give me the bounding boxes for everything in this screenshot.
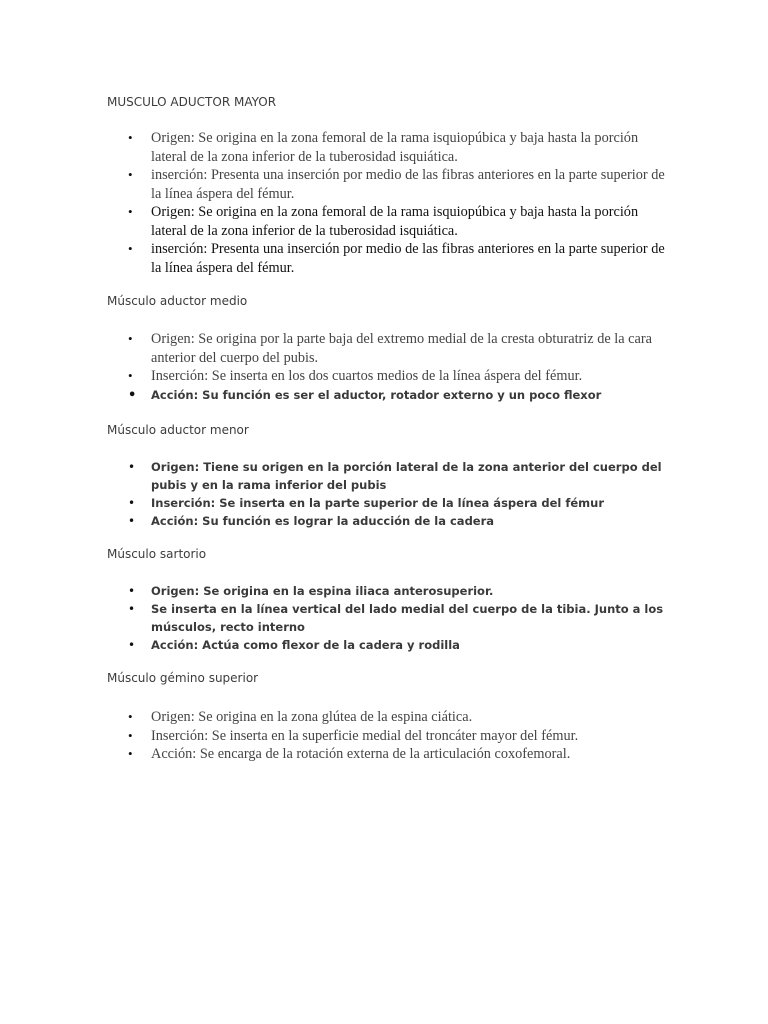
list-item: • Se inserta en la línea vertical del lado medial del cuerpo de la tibia. Junto a los músculos, recto interno xyxy=(128,602,664,634)
bullet-icon: • xyxy=(128,584,136,598)
bullet-icon: • xyxy=(128,460,136,474)
section-heading-sartorio: Músculo sartorio xyxy=(107,547,207,561)
bullet-icon: • xyxy=(128,368,133,383)
bullet-icon: • xyxy=(128,514,136,528)
list-item: • Origen: Se origina por la parte baja del extremo medial de la cresta obturatriz de la cara anterior del cuerpo del pubis. xyxy=(128,331,652,366)
list-item: • Origen: Se origina en la zona glútea de la espina ciática. xyxy=(128,709,473,725)
bullet-icon: • xyxy=(128,167,133,182)
bullet-icon: • xyxy=(128,496,136,510)
list-item: • Inserción: Se inserta en la superficie medial del troncáter mayor del fémur. xyxy=(128,727,579,744)
bullet-icon: • xyxy=(128,387,137,403)
list-item: • Inserción: Se inserta en la parte superior de la línea áspera del fémur xyxy=(128,496,605,510)
section-heading-gemino-superior: Músculo gémino superior xyxy=(107,671,259,685)
bullet-icon: • xyxy=(128,727,133,743)
bullet-icon: • xyxy=(128,331,133,346)
bullet-icon: • xyxy=(128,638,136,652)
bullet-icon: • xyxy=(128,241,133,256)
section-heading-aductor-mayor: MUSCULO ADUCTOR MAYOR xyxy=(107,95,277,109)
list-item: • Origen: Se origina en la zona femoral de la rama isquiopúbica y baja hasta la porción lateral de la zona inferior de la tuberosidad isquiática. xyxy=(128,204,639,239)
list-item: • Origen: Tiene su origen en la porción lateral de la zona anterior del cuerpo del pubis y en la rama inferior del pubis xyxy=(128,460,662,492)
section-list-aductor-mayor xyxy=(128,129,668,277)
list-item: • Origen: Se origina en la zona femoral de la rama isquiopúbica y baja hasta la porción lateral de la zona inferior de la tuberosidad isquiática. xyxy=(128,130,639,165)
section-list-aductor-menor xyxy=(128,458,668,530)
section-list-sartorio xyxy=(128,582,668,654)
section-list-gemino-superior xyxy=(128,708,668,764)
list-item: • inserción: Presenta una inserción por medio de las fibras anteriores en la parte superior de la línea áspera del fémur. xyxy=(128,241,665,276)
list-item: • Acción: Actúa como flexor de la cadera y rodilla xyxy=(128,638,460,652)
list-item: • Acción: Su función es lograr la aducción de la cadera xyxy=(128,514,495,528)
bullet-icon: • xyxy=(128,130,133,145)
bullet-icon: • xyxy=(128,602,136,616)
bullet-icon: • xyxy=(128,709,133,724)
list-item: • Acción: Su función es ser el aductor, rotador externo y un poco flexor xyxy=(128,387,602,403)
list-item: • Acción: Se encarga de la rotación externa de la articulación coxofemoral. xyxy=(128,746,571,762)
section-heading-aductor-menor: Músculo aductor menor xyxy=(107,423,249,437)
bullet-icon: • xyxy=(128,746,133,761)
bullet-icon: • xyxy=(128,204,133,219)
section-heading-aductor-medio: Músculo aductor medio xyxy=(107,294,248,308)
list-item: • Inserción: Se inserta en los dos cuartos medios de la línea áspera del fémur. xyxy=(128,368,583,384)
section-list-aductor-medio xyxy=(128,330,668,405)
list-item: • inserción: Presenta una inserción por medio de las fibras anteriores en la parte superior de la línea áspera del fémur. xyxy=(128,167,665,202)
list-item: • Origen: Se origina en la espina iliaca anterosuperior. xyxy=(128,584,494,598)
